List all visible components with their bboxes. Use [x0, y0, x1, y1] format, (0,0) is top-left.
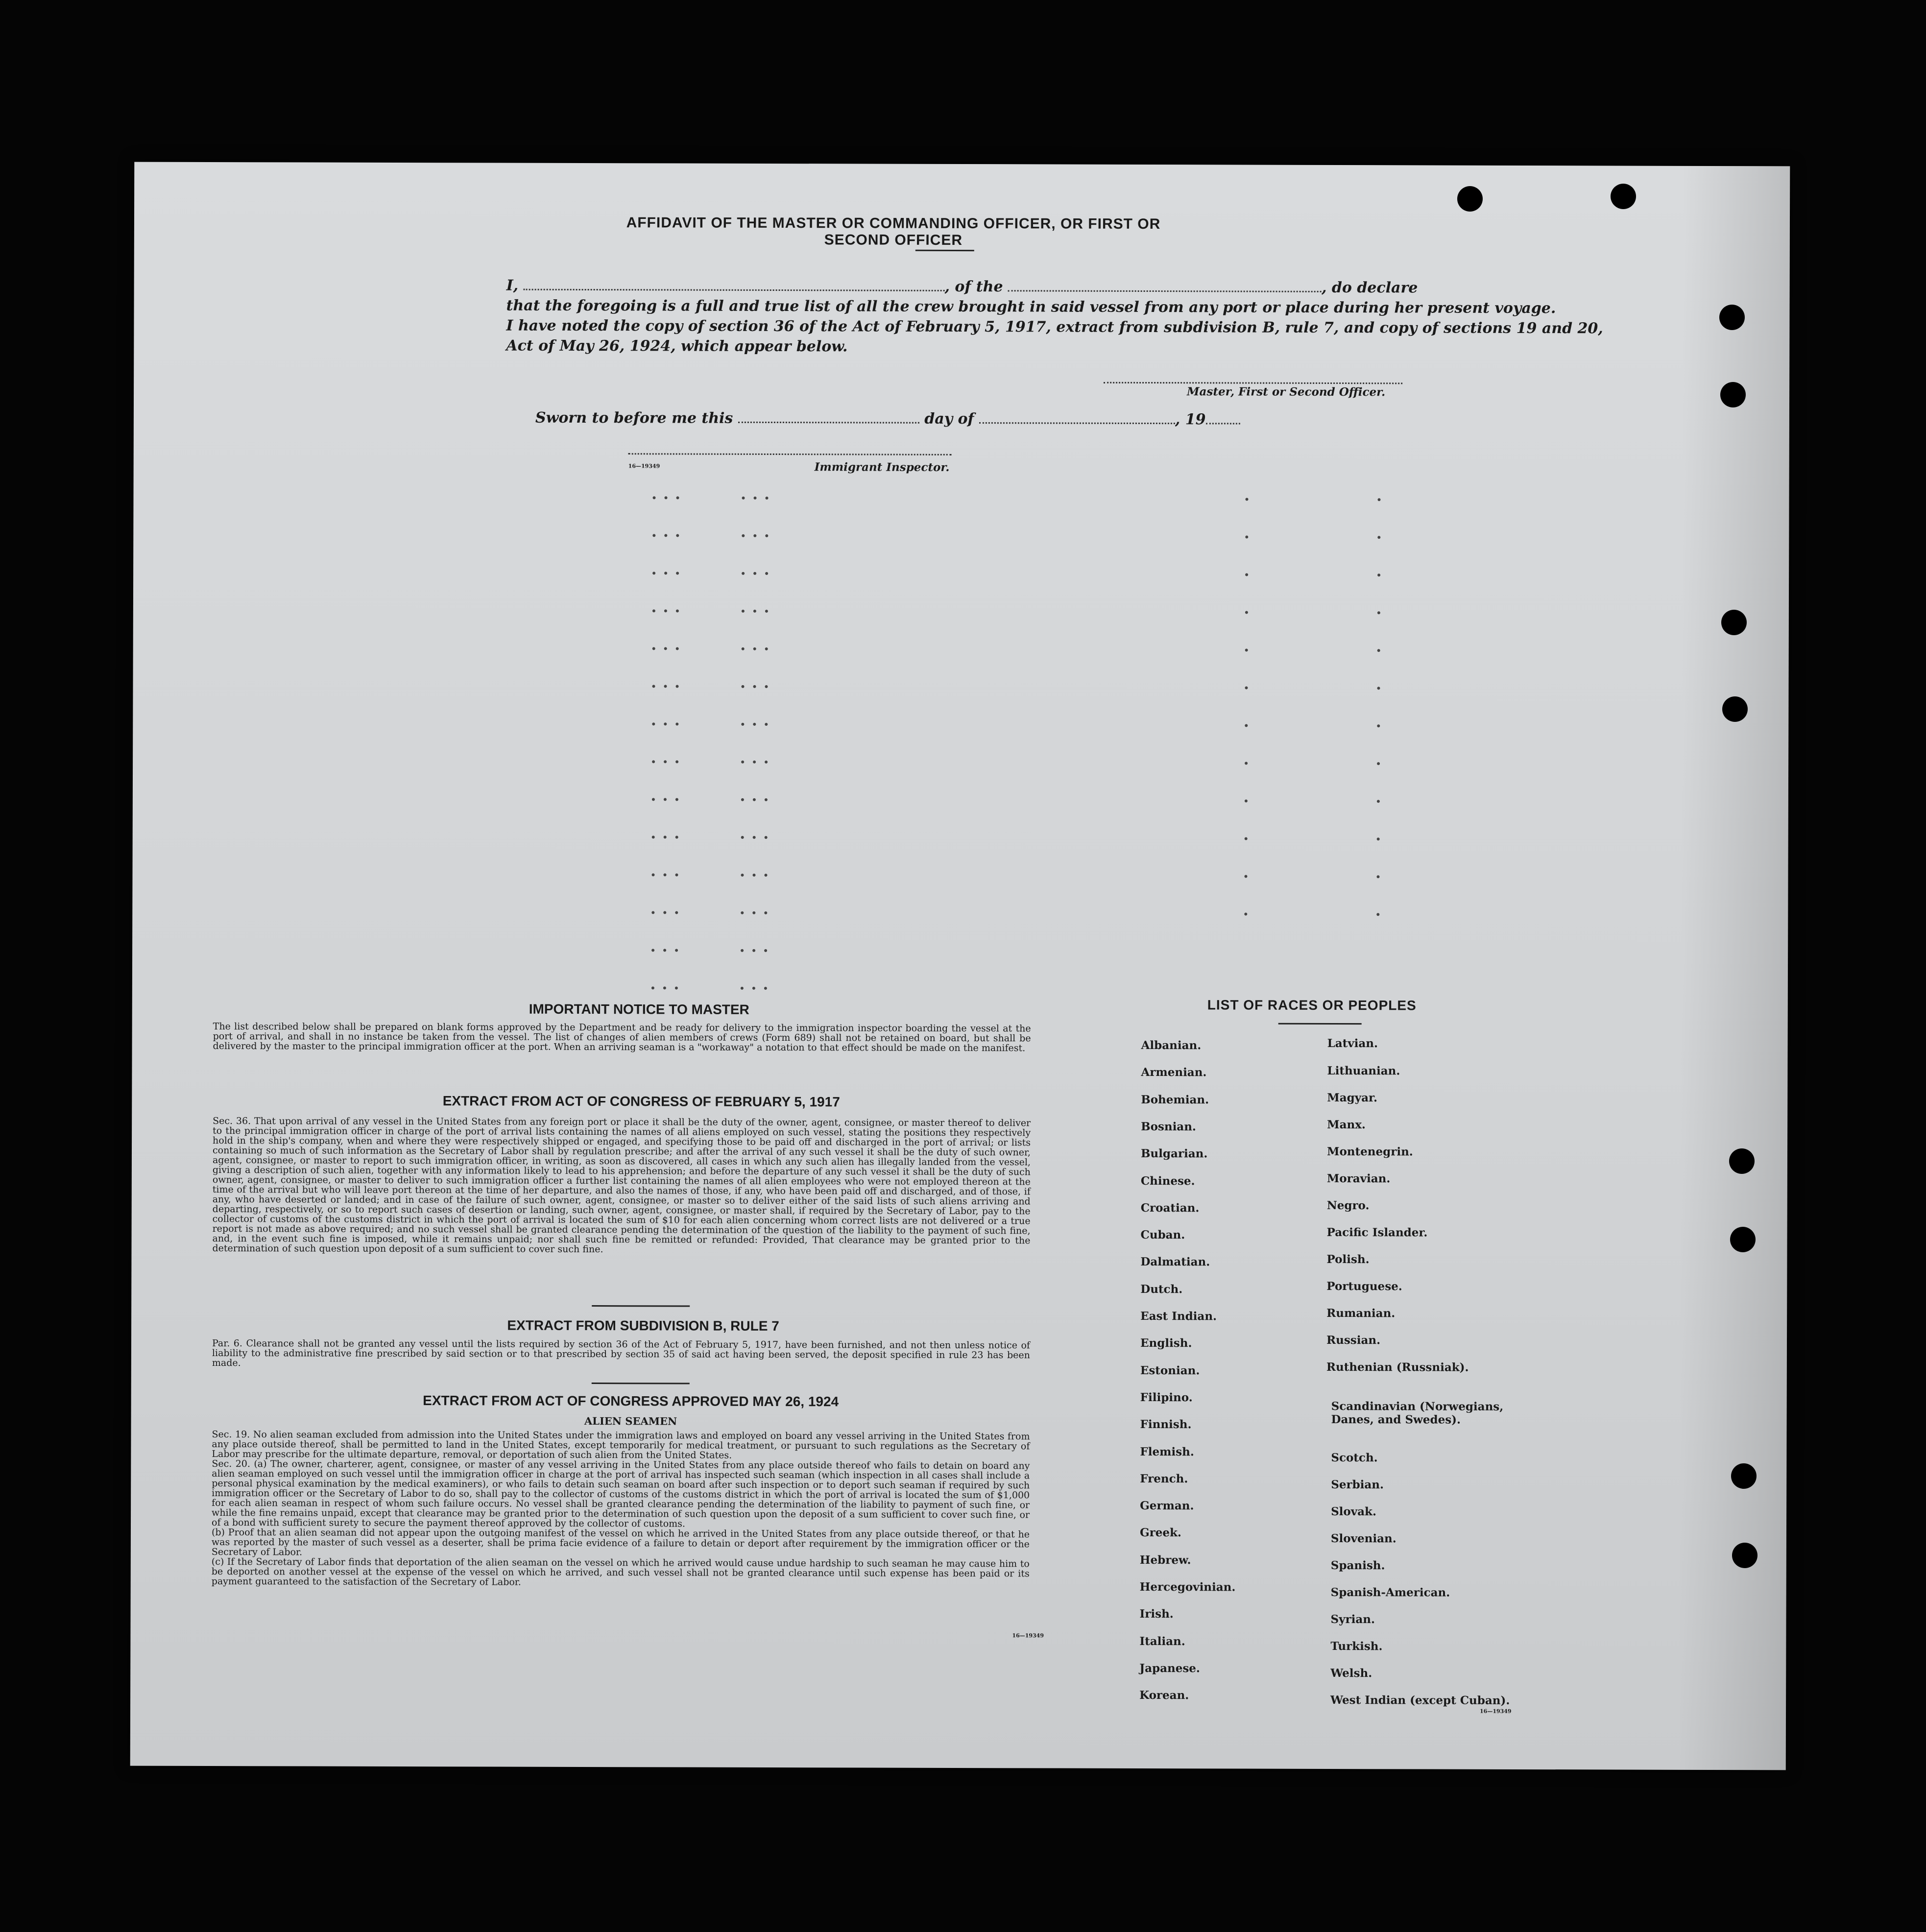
column-dot: [652, 760, 655, 763]
section-20a: Sec. 20. (a) The owner, charterer, agent, consignee, or master of any vessel arriving in the United States from any place outside thereof who fails to detain on board any alien seaman employed on such vessel until the immigration officer in charge at the port of arrival has inspected such seaman (which inspection in all cases shall include a personal physical examination by the medical examiners), or who fails to detain such seaman on board after such inspection or to deport such seaman if required by such immigration officer or the Secretary of Labor to do so, shall pay to the collector of customs of the customs district in which the port of arrival is located the sum of $1,000 for each alien seaman in respect of whom such failure occurs. No vessel shall be granted clearance pending the determination of the liability to payment of such fine, or while the fine remains unpaid, except that clearance may be granted prior to the determination of such question upon the deposit of a sum sufficient to cover such fine, or of a bond with sufficient surety to secure the payment thereof approved by the collector of customs.: [211, 1458, 1030, 1529]
column-dot: [742, 497, 745, 500]
inspector-signature-blank[interactable]: [628, 451, 952, 455]
column-dot: [1244, 913, 1247, 916]
extract-rule7-text: Par. 6. Clearance shall not be granted any vessel until the lists required by section 36 of the Act of February 5, 1917, have been furnished, and not then unless notice of liability to the administrative fine prescribed by said section or to that prescribed by section 35 of said act having been served, the deposit specified in rule 23 has been made.: [212, 1338, 1031, 1369]
vessel-name-blank[interactable]: [1008, 278, 1322, 292]
race-item: Montenegrin.: [1326, 1145, 1413, 1159]
race-item: Scandinavian (Norwegians,: [1331, 1399, 1504, 1413]
column-dot: [753, 723, 756, 726]
column-dot: [764, 949, 767, 952]
race-item: Hebrew.: [1139, 1553, 1191, 1567]
race-item: French.: [1140, 1472, 1188, 1486]
alien-seamen-subtitle: ALIEN SEAMEN: [584, 1414, 677, 1428]
race-item: West Indian (except Cuban).: [1330, 1693, 1510, 1707]
sworn-year-prefix: , 19: [1175, 411, 1206, 429]
column-dot: [676, 609, 679, 612]
column-dot: [675, 760, 678, 763]
extract-1924-title: EXTRACT FROM ACT OF CONGRESS APPROVED MAY 26, 1924: [423, 1393, 839, 1409]
race-item: Greek.: [1139, 1526, 1181, 1540]
column-dot: [1245, 649, 1248, 652]
extract-1924-body: [212, 1430, 1030, 1588]
section-19: Sec. 19. No alien seaman excluded from admission into the United States under the immigration laws and employed on board any vessel arriving in the United States from any place outside thereof, shall be permitted to land in the United States, except temporarily for medical treatment, or pursuant to such regulations as the Secretary of Labor may prescribe for the ultimate departure, removal, or deportation of such alien from the United States.: [212, 1429, 1030, 1461]
race-item: Pacific Islander.: [1326, 1225, 1428, 1240]
column-dot: [753, 534, 756, 537]
sworn-text: Sworn to before me this: [535, 409, 733, 427]
column-dot: [765, 685, 768, 688]
column-dot: [664, 609, 667, 612]
section-20c: (c) If the Secretary of Labor finds that deportation of the alien seaman on the vessel on which he arrived would cause undue hardship to such seaman he may cause him to be deported on another vessel at the expense of the vessel on which he arrived, and such vessel shall not be granted clearance until such expense has been paid or its payment guaranteed to the satisfaction of the Secretary of Labor.: [211, 1556, 1030, 1588]
extract-rule7-title: EXTRACT FROM SUBDIVISION B, RULE 7: [507, 1317, 779, 1334]
column-dot: [664, 496, 667, 499]
column-dot: [1377, 837, 1380, 840]
column-dot: [764, 874, 767, 877]
column-dot: [1377, 762, 1380, 765]
column-dot: [676, 496, 679, 499]
affidavit-of-the: , of the: [944, 278, 1003, 296]
column-dot: [742, 647, 745, 650]
sworn-day-of: day of: [924, 410, 974, 428]
column-dot: [1245, 800, 1248, 803]
column-dot: [1377, 536, 1380, 539]
column-dot: [651, 911, 654, 914]
affidavit-line-4: Act of May 26, 1924, which appear below.: [506, 337, 848, 356]
race-item: Portuguese.: [1326, 1279, 1402, 1293]
column-dot: [663, 949, 666, 952]
column-dot: [765, 534, 768, 537]
race-item: Bohemian.: [1141, 1093, 1209, 1106]
race-item: East Indian.: [1140, 1309, 1217, 1323]
race-item: Welsh.: [1330, 1666, 1372, 1680]
column-dot: [1245, 724, 1248, 727]
column-dot: [753, 798, 756, 801]
race-item: Finnish.: [1140, 1418, 1192, 1431]
column-dot: [663, 986, 666, 989]
race-item: Japanese.: [1139, 1661, 1201, 1675]
column-dot: [1245, 573, 1248, 576]
column-dot: [652, 534, 655, 537]
race-item: Ruthenian (Russniak).: [1326, 1360, 1469, 1374]
signature-caption: Master, First or Second Officer.: [1187, 385, 1386, 399]
column-dot: [765, 610, 768, 613]
form-number-left: 16—19349: [1012, 1632, 1044, 1639]
column-dot: [664, 760, 667, 763]
column-dot: [1245, 837, 1248, 840]
column-dot: [675, 685, 678, 688]
race-item: Danes, and Swedes).: [1331, 1412, 1461, 1427]
sworn-day-blank[interactable]: [738, 410, 919, 424]
race-item: Slovenian.: [1330, 1531, 1396, 1546]
races-title-rule: [1278, 1023, 1362, 1025]
column-dot: [741, 836, 744, 839]
column-dot: [1377, 611, 1380, 614]
column-dot: [676, 534, 679, 537]
column-dot: [664, 685, 667, 688]
column-dot: [741, 874, 744, 877]
column-dot: [741, 761, 744, 763]
binder-hole: [1719, 305, 1745, 330]
column-dot: [664, 647, 667, 650]
race-item: Dalmatian.: [1140, 1255, 1210, 1269]
column-dot: [1245, 762, 1248, 765]
column-dot: [742, 572, 745, 575]
race-item: Hercegovinian.: [1139, 1580, 1236, 1594]
extract-1917-text: Sec. 36. That upon arrival of any vessel in the United States from any foreign port or place it shall be the duty of the owner, agent, consignee, or master thereof to deliver to the principal immigration officer in charge of the port of arrival lists containing the names of all aliens employed on such vessel, stating the positions they respectively hold in the ship's company, when and where they were respectively shipped or engaged, and specifying those to be paid off and discharged in the port of arrival; or lists containing so much of such information as the Secretary of Labor shall by regulation prescribe; and after the arrival of any such vessel it shall be the duty of such owner, agent, consignee, or master to report to such immigration officer, in writing, as soon as discovered, all cases in which any such alien has illegally landed from the vessel, giving a description of such alien, together with any information likely to lead to his apprehension; and before the departure of any such vessel it shall be the duty of such owner, agent, consignee, or master to deliver to such immigration officer a further list containing the names of all alien employees who were not employed thereon at the time of the arrival but who will leave port thereon at the time of her departure, and also the names of those, if any, who have been paid off and discharged, and of those, if any, who have deserted or landed; and in case of the failure of such owner, agent, consignee, or master so to deliver either of the said lists of such aliens arriving and departing, respectively, or so to report such cases of desertion or landing, such owner, agent, consignee, or master shall, if required by the Secretary of Labor, pay to the collector of customs of the customs district in which the port of arrival is located the sum of $10 for each alien concerning whom correct lists are not delivered or a true report is not made as above required; and no such vessel shall be granted clearance pending the determination of the question of the liability to the payment of such fine, and, in the event such fine is imposed, while it remains unpaid; nor shall such fine be remitted or refunded: Provided, That clearance may be granted prior to the determination of such question upon deposit of a sum sufficient to cover such fine.: [212, 1116, 1031, 1255]
column-dot: [664, 798, 667, 801]
column-dot: [652, 647, 655, 650]
binder-hole: [1722, 696, 1748, 722]
column-dot-marks: [134, 162, 1790, 167]
column-dot: [1245, 498, 1248, 501]
binder-hole: [1729, 1148, 1755, 1174]
column-dot: [676, 647, 679, 650]
race-item: Armenian.: [1141, 1066, 1207, 1079]
race-item: Croatian.: [1140, 1201, 1200, 1215]
column-dot: [652, 798, 655, 801]
race-item: Lithuanian.: [1327, 1064, 1400, 1078]
race-item: Rumanian.: [1326, 1306, 1396, 1320]
column-dot: [753, 610, 756, 613]
race-item: Slovak.: [1331, 1504, 1377, 1519]
affidavit-line-2: that the foregoing is a full and true list of all the crew brought in said vessel from any port or place during her present voyage.: [506, 297, 1556, 317]
column-dot: [753, 685, 756, 688]
races-title: LIST OF RACES OR PEOPLES: [1207, 997, 1417, 1013]
column-dot: [765, 497, 768, 500]
column-dot: [652, 572, 655, 574]
column-dot: [675, 873, 678, 876]
race-item: Negro.: [1326, 1198, 1370, 1213]
column-dot: [652, 722, 655, 725]
column-dot: [1377, 649, 1380, 652]
column-dot: [651, 986, 654, 989]
column-dot: [663, 873, 666, 876]
column-dot: [753, 572, 756, 575]
column-dot: [741, 798, 744, 801]
column-dot: [663, 911, 666, 914]
column-dot: [752, 949, 755, 952]
race-item: Manx.: [1327, 1118, 1366, 1132]
race-item: Bulgarian.: [1140, 1147, 1208, 1161]
column-dot: [652, 496, 655, 499]
binder-hole: [1457, 186, 1483, 212]
column-dot: [752, 874, 755, 877]
column-dot: [1245, 536, 1248, 539]
affidavit-line-1: [506, 276, 1565, 299]
race-item: Scotch.: [1331, 1451, 1378, 1465]
column-dot: [675, 949, 678, 952]
race-item: English.: [1140, 1336, 1192, 1350]
column-dot: [651, 873, 654, 876]
race-item: Spanish.: [1330, 1558, 1385, 1573]
race-item: Chinese.: [1140, 1174, 1195, 1188]
column-dot: [1377, 573, 1380, 576]
column-dot: [765, 836, 768, 839]
column-dot: [764, 911, 767, 914]
column-dot: [1377, 800, 1380, 803]
manifest-sheet: [130, 162, 1790, 1770]
race-item: Russian.: [1326, 1333, 1381, 1347]
column-dot: [1244, 875, 1247, 878]
race-item: Moravian.: [1326, 1171, 1391, 1186]
column-dot: [664, 572, 667, 574]
race-item: Estonian.: [1140, 1363, 1200, 1377]
inspector-caption: Immigrant Inspector.: [814, 460, 950, 474]
column-dot: [652, 685, 655, 688]
column-dot: [675, 835, 678, 838]
column-dot: [741, 911, 744, 914]
column-dot: [753, 836, 756, 839]
extract-1917-title: EXTRACT FROM ACT OF CONGRESS OF FEBRUARY 5, 1917: [442, 1093, 840, 1110]
column-dot: [765, 723, 768, 726]
column-dot: [664, 534, 667, 537]
separator-rule-1: [592, 1305, 690, 1307]
race-item: Albanian.: [1141, 1038, 1202, 1052]
notice-title: IMPORTANT NOTICE TO MASTER: [529, 1001, 749, 1017]
race-item: Spanish-American.: [1330, 1585, 1450, 1599]
form-number-right: 16—19349: [1480, 1708, 1512, 1715]
column-dot: [652, 835, 655, 838]
column-dot: [753, 497, 756, 500]
binder-hole: [1720, 382, 1746, 407]
binder-hole: [1732, 1543, 1757, 1568]
signature-blank[interactable]: [1104, 370, 1402, 384]
column-dot: [752, 911, 755, 914]
separator-rule-2: [592, 1383, 690, 1384]
column-dot: [1377, 498, 1380, 501]
column-dot: [1377, 724, 1380, 727]
column-dot: [651, 949, 654, 952]
race-item: Korean.: [1139, 1689, 1189, 1702]
column-dot: [753, 761, 756, 763]
race-item: German.: [1140, 1499, 1194, 1513]
master-name-blank[interactable]: [524, 277, 945, 291]
binder-hole: [1731, 1463, 1757, 1489]
column-dot: [1245, 687, 1248, 690]
affidavit-title: AFFIDAVIT OF THE MASTER OR COMMANDING OFFICER, OR FIRST OR SECOND OFFICER: [626, 215, 1161, 249]
column-dot: [676, 572, 679, 574]
column-dot: [741, 949, 744, 952]
column-dot: [742, 610, 745, 613]
notice-text: The list described below shall be prepared on blank forms approved by the Department and be ready for delivery to the immigration inspector boarding the vessel at the port of arrival, and shall in no instance be taken from the vessel. The list of changes of alien members of crews (Form 689) shall not be retained on board, but shall be delivered by the master to the principal immigration officer at the port. When an arriving seaman is a "workaway" a notation to that effect should be made on the manifest.: [213, 1021, 1031, 1054]
column-dot: [752, 987, 755, 990]
race-item: Irish.: [1139, 1607, 1174, 1621]
title-rule: [915, 250, 974, 251]
race-item: Serbian.: [1331, 1478, 1384, 1492]
sworn-month-blank[interactable]: [979, 410, 1175, 424]
column-dot: [652, 609, 655, 612]
sworn-line: [535, 408, 1319, 430]
column-dot: [1376, 875, 1379, 878]
column-dot: [1376, 913, 1379, 916]
binder-hole: [1611, 184, 1636, 209]
column-dot: [675, 722, 678, 725]
form-number-top: 16—19349: [628, 463, 660, 470]
race-item: Dutch.: [1140, 1282, 1183, 1296]
column-dot: [664, 835, 667, 838]
column-dot: [741, 723, 744, 726]
column-dot: [741, 987, 744, 990]
race-item: Polish.: [1326, 1252, 1370, 1266]
column-dot: [765, 798, 768, 801]
race-item: Bosnian.: [1141, 1120, 1197, 1134]
affidavit-line-3: I have noted the copy of section 36 of the Act of February 5, 1917, extract from subdivision B, rule 7, and copy of sections 19 and 20,: [506, 317, 1603, 337]
column-dot: [765, 647, 768, 650]
race-item: Filipino.: [1140, 1390, 1193, 1405]
affidavit-do-declare: , do declare: [1321, 279, 1418, 297]
race-item: Italian.: [1139, 1634, 1185, 1648]
column-dot: [742, 534, 745, 537]
column-dot: [675, 911, 678, 914]
column-dot: [675, 986, 678, 989]
race-item: Syrian.: [1330, 1612, 1375, 1626]
race-item: Magyar.: [1327, 1091, 1378, 1105]
race-item: Turkish.: [1330, 1639, 1383, 1653]
column-dot: [753, 647, 756, 650]
race-item: Latvian.: [1327, 1036, 1378, 1050]
column-dot: [1377, 687, 1380, 690]
column-dot: [1245, 611, 1248, 614]
binder-hole: [1721, 610, 1747, 635]
column-dot: [765, 572, 768, 575]
column-dot: [741, 685, 744, 688]
column-dot: [764, 987, 767, 990]
column-dot: [664, 722, 667, 725]
race-item: Flemish.: [1140, 1445, 1194, 1458]
race-item: Cuban.: [1140, 1228, 1185, 1242]
column-dot: [765, 761, 768, 763]
column-dot: [675, 798, 678, 801]
section-20b: (b) Proof that an alien seaman did not appear upon the outgoing manifest of the vessel on which he arrived in the United States from any place outside thereof, or that he was reported by the master of such vessel as a deserter, shall be prima facie evidence of a failure to detain or deport after requirement by the immigration officer or the Secretary of Labor.: [211, 1527, 1030, 1558]
sworn-year-blank[interactable]: [1206, 411, 1240, 424]
affidavit-i: I,: [506, 277, 519, 294]
binder-hole: [1730, 1227, 1756, 1252]
